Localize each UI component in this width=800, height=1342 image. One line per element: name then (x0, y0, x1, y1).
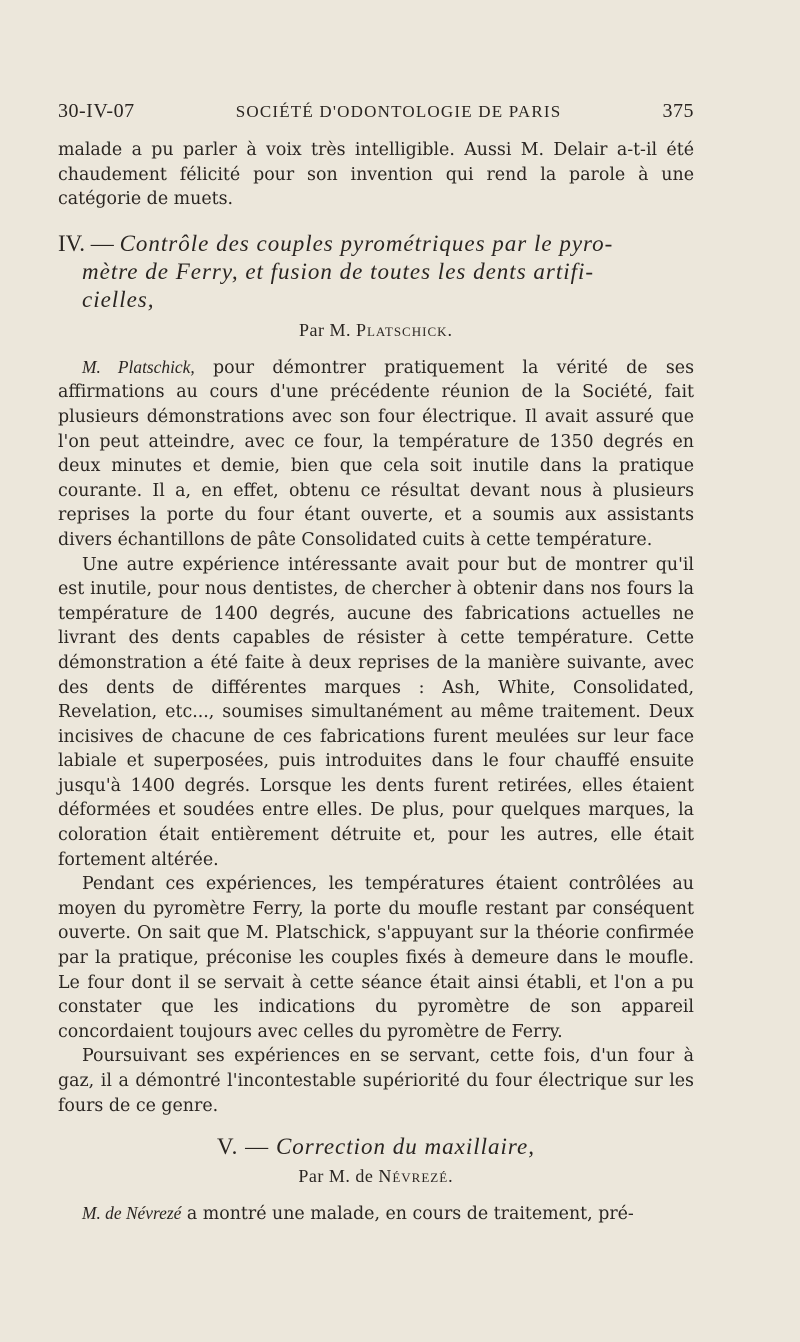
section-v-paragraph-1 (58, 1201, 694, 1227)
page-number: 375 (662, 100, 694, 122)
section-v-byline-name: Névrezé. (378, 1166, 454, 1187)
section-iv-title-line1: Contrôle des couples pyrométriques par le pyro- (119, 230, 614, 256)
section-v-title: Correction du maxillaire, (275, 1134, 535, 1160)
section-iv-p1-lead: M. Platschick, (82, 356, 195, 377)
section-iv-paragraph-1 (58, 355, 694, 553)
section-iv-paragraph-2: Une autre expérience intéressante avait pour but de montrer qu'il est inutile, pour nous dentistes, de chercher à obtenir dans nos fours la température de 1400 degrés, aucune des fabrications actuelles ne livrant des dents capables de résister à cette température. Cette démonstration a été faite à deux reprises de la manière suivante, avec des dents de différentes marques : Ash, White, Consolidated, Revelation, etc..., soumises simultanément au même traitement. Deux incisives de chacune de ces fabrications furent meulées sur leur face labiale et superposées, puis introduites dans le four chauffé ensuite jusqu'à 1400 degrés. Lorsque les dents furent retirées, elles étaient déformées et soudées entre elles. De plus, pour quelques marques, la coloration était entièrement détruite et, pour les autres, elle était fortement altérée. (58, 554, 694, 870)
running-head (58, 100, 694, 134)
section-v-byline-prefix: Par M. de (298, 1166, 374, 1187)
section-v-p1-rest: a montré une malade, en cours de traitement, pré- (181, 1204, 634, 1225)
section-iv-p1-rest: pour démontrer pratiquement la vérité de ses affirmations au cours d'une précédente réunion de la Société, fait plusieurs démonstrations avec son four électrique. Il avait assuré que l'on peut atteindre, avec ce four, la température de 1350 degrés en deux minutes et demie, bien que cela soit inutile dans la pratique courante. Il a, en effet, obtenu ce résultat devant nous à plusieurs reprises la porte du four étant ouverte, et a soumis aux assistants divers échantillons de pâte Consolidated cuits à cette température. (58, 357, 694, 550)
section-iv-paragraph-4: Poursuivant ses expériences en se servant, cette fois, d'un four à gaz, il a démontré l'incontestable supériorité du four électrique sur les fours de ce genre. (58, 1046, 694, 1116)
page (58, 100, 694, 1227)
header-title: SOCIÉTÉ D'ODONTOLOGIE DE PARIS (235, 102, 562, 121)
section-iv-byline (58, 320, 694, 341)
section-iv-title-line2: mètre de Ferry, et fusion de toutes les dents artifi- (82, 258, 595, 284)
section-iv-paragraph-3: Pendant ces expériences, les températures étaient contrôlées au moyen du pyromètre Ferry, la porte du moufle restant par conséquent ouverte. On sait que M. Platschick, s'appuyant sur la théorie confirmée par la pratique, préconise les couples fixés à demeure dans le moufle. Le four dont il se servait à cette séance était ainsi établi, et l'on a pu constater que les indications du pyromètre de son appareil concordaient toujours avec celles du pyromètre de Ferry. (58, 874, 694, 1042)
section-iv-heading (58, 230, 694, 314)
section-iv-byline-prefix: Par M. (298, 319, 351, 340)
intro-paragraph: malade a pu parler à voix très intelligible. Aussi M. Delair a-t-il été chaudement félicité pour son invention qui rend la parole à une catégorie de muets. (58, 140, 694, 210)
section-iv-byline-name: Platschick. (355, 319, 454, 340)
section-v-number: V. — (217, 1134, 270, 1160)
header-date: 30-IV-07 (58, 100, 135, 122)
section-v-p1-lead: M. de Névrezé (82, 1203, 182, 1224)
section-v-byline (58, 1166, 694, 1187)
section-v-heading (58, 1134, 694, 1160)
section-iv-number: IV. — (58, 230, 114, 256)
section-iv-title-line3: cielles, (82, 286, 155, 312)
